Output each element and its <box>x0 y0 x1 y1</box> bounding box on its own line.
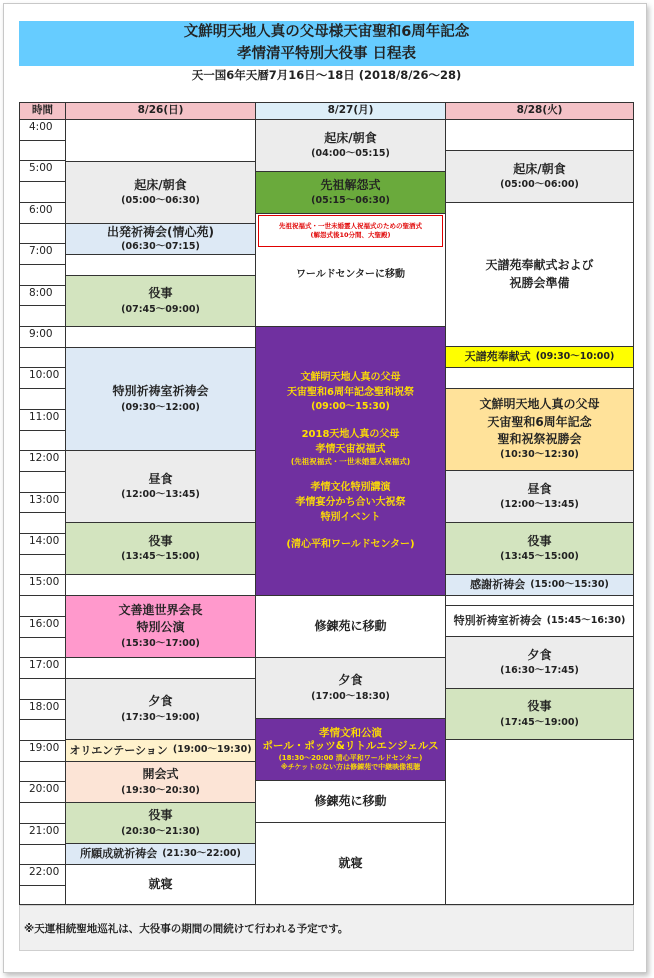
day3-celebration-line-2: 天宙聖和6周年記念 <box>487 414 592 429</box>
time-hour-divider <box>19 740 65 741</box>
day3-service-title: 役事 <box>527 533 552 548</box>
day3-service-2-title: 役事 <box>527 699 552 714</box>
day2-dinner <box>255 657 446 719</box>
day2-dinner-time: (17:00～18:30) <box>311 690 390 702</box>
day1-opening-title: 開会式 <box>142 767 179 782</box>
time-half-divider <box>19 678 65 679</box>
day3-service-2-time: (17:45～19:00) <box>500 716 579 728</box>
day1-wake <box>65 161 256 224</box>
title-line-1: 文鮮明天地人真の父母様天宙聖和6周年記念 <box>183 24 470 41</box>
day3-dedication-title: 天譜苑奉献式 <box>464 350 531 364</box>
time-hour-divider <box>19 367 65 368</box>
time-half-divider <box>19 264 65 265</box>
day3-special-prayer-title: 特別祈祷室祈祷会 <box>453 614 542 628</box>
day1-vow-prayer <box>65 843 256 865</box>
time-half-divider <box>19 388 65 389</box>
day3-prep-line-1: 天譜苑奉献式および <box>485 258 594 273</box>
day1-lecture-title-2: 特別公演 <box>136 620 185 635</box>
day2-move-training-1 <box>255 595 446 658</box>
col-header-day2-label: 8/27(月) <box>327 104 374 117</box>
time-label: 9:00 <box>29 328 53 340</box>
day2-sleep <box>255 822 446 905</box>
day3-celebration <box>445 388 634 471</box>
col-header-time-label: 時間 <box>32 104 53 117</box>
day3-celebration-line-1: 文鮮明天地人真の父母 <box>479 397 600 412</box>
time-hour-divider <box>19 243 65 244</box>
time-hour-divider <box>19 781 65 782</box>
day2-ancestor-time: (05:15～06:30) <box>311 195 390 207</box>
time-hour-divider <box>19 409 65 410</box>
time-half-divider <box>19 305 65 306</box>
col-header-day1 <box>65 102 256 120</box>
day2-main-event-line-2: 天宙聖和6周年記念聖和祝祭 <box>287 387 414 399</box>
time-label: 16:00 <box>29 617 60 630</box>
day3-celebration-line-3: 聖和祝祭祝勝会 <box>497 432 582 447</box>
time-label: 18:00 <box>29 700 60 713</box>
time-half-divider <box>19 223 65 224</box>
day1-lecture-title-1: 文善進世界会長 <box>118 602 203 617</box>
day3-service <box>445 522 634 575</box>
day3-prep-line-2: 祝勝会準備 <box>509 275 570 290</box>
time-hour-divider <box>19 202 65 203</box>
time-half-divider <box>19 471 65 472</box>
time-half-divider <box>19 140 65 141</box>
time-label: 20:00 <box>29 783 60 796</box>
time-label: 4:00 <box>29 121 53 133</box>
time-hour-divider <box>19 450 65 451</box>
day2-main-event-line-1: 文鮮明天地人真の父母 <box>300 372 401 384</box>
day2-note-line-2: (解怨式後10分間、大聖殿) <box>310 231 391 239</box>
time-half-divider <box>19 844 65 845</box>
day1-vow-prayer-time: (21:30～22:00) <box>162 847 241 859</box>
col-header-time <box>19 102 66 120</box>
time-label: 11:00 <box>29 410 60 423</box>
day1-opening-time: (19:30～20:30) <box>121 784 200 796</box>
time-label: 22:00 <box>29 866 60 879</box>
day3-special-prayer-time: (15:45～16:30) <box>546 614 626 626</box>
day3-wake-title: 起床/朝食 <box>513 161 566 176</box>
day3-celebration-time: (10:30～12:30) <box>500 449 579 461</box>
day3-service-2 <box>445 688 634 740</box>
day1-orientation-time: (19:00～19:30) <box>172 744 252 756</box>
time-half-divider <box>19 885 65 886</box>
time-label: 13:00 <box>29 493 60 506</box>
day1-lecture <box>65 595 256 658</box>
day1-prayer-depart-time: (06:30～07:15) <box>121 240 200 252</box>
day1-special-prayer <box>65 347 256 451</box>
day1-service-2 <box>65 522 256 575</box>
day3-lunch-title: 昼食 <box>527 481 552 496</box>
time-hour-divider <box>19 823 65 824</box>
day1-prayer-depart-title: 出発祈祷会(情心苑) <box>107 225 214 240</box>
time-half-divider <box>19 761 65 762</box>
time-hour-divider <box>19 574 65 575</box>
day3-thanks <box>445 574 634 596</box>
day2-ancestor-title: 先祖解怨式 <box>320 177 381 192</box>
day1-lunch <box>65 450 256 523</box>
footer-note: ※天運相続聖地巡礼は、大役事の期間の間続けて行われる予定です。 <box>24 922 349 935</box>
day1-service-1 <box>65 275 256 327</box>
day1-wake-time: (05:00～06:30) <box>121 195 200 207</box>
day1-dinner <box>65 678 256 740</box>
time-label: 21:00 <box>29 824 60 837</box>
day3-service-time: (13:45～15:00) <box>500 551 579 563</box>
time-half-divider <box>19 802 65 803</box>
time-label: 12:00 <box>29 452 60 465</box>
day2-concert-line-2: ポール・ポッツ&リトルエンジェルス <box>262 740 439 753</box>
day2-main-event-line-3: 2018天地人真の父母 <box>301 428 400 440</box>
day1-empty-early <box>65 119 256 162</box>
day2-main-event-line-5: (先祖祝福式・一世未婚霊人祝福式) <box>290 456 411 466</box>
day2-move-training-1-title: 修錬苑に移動 <box>314 618 387 633</box>
day1-special-prayer-title: 特別祈祷室祈祷会 <box>112 384 209 399</box>
day1-prayer-depart <box>65 223 256 255</box>
time-label: 19:00 <box>29 742 60 754</box>
day3-wake-time: (05:00～06:00) <box>500 179 579 191</box>
time-hour-divider <box>19 616 65 617</box>
day2-wake <box>255 119 446 172</box>
day2-concert-line-4: ※チケットのない方は修錬苑で中継映像視聴 <box>280 763 421 772</box>
day2-concert-line-3: (18:30～20:00 清心平和ワールドセンター) <box>278 754 423 763</box>
day3-lunch-time: (12:00～13:45) <box>500 499 579 511</box>
col-header-day2 <box>255 102 446 120</box>
col-header-day1-label: 8/26(日) <box>137 104 184 117</box>
time-hour-divider <box>19 326 65 327</box>
time-half-divider <box>19 554 65 555</box>
time-half-divider <box>19 347 65 348</box>
day1-sleep-title: 就寝 <box>148 876 173 891</box>
day1-opening <box>65 761 256 803</box>
day1-service-2-title: 役事 <box>148 533 173 548</box>
day1-service-3-time: (20:30～21:30) <box>121 825 200 837</box>
day1-special-prayer-time: (09:30～12:00) <box>121 401 200 413</box>
day1-lunch-title: 昼食 <box>148 471 173 486</box>
day2-main-event-line-4: 孝情天宙祝福式 <box>315 443 386 455</box>
day3-lunch <box>445 470 634 523</box>
footer-note-box <box>19 905 634 951</box>
day1-wake-title: 起床/朝食 <box>134 177 187 192</box>
day3-dedication <box>445 346 634 368</box>
day1-dinner-title: 夕食 <box>148 694 173 709</box>
day1-dinner-time: (17:30～19:00) <box>121 711 200 723</box>
day1-vow-prayer-title: 所願成就祈祷会 <box>80 847 158 861</box>
day2-ancestor <box>255 171 446 214</box>
day1-service-3-title: 役事 <box>148 808 173 823</box>
day2-concert <box>255 718 446 781</box>
time-half-divider <box>19 430 65 431</box>
time-hour-divider <box>19 492 65 493</box>
day3-empty-late <box>445 739 634 905</box>
day1-sleep <box>65 864 256 905</box>
day3-prep <box>445 202 634 347</box>
time-half-divider <box>19 512 65 513</box>
time-half-divider <box>19 181 65 182</box>
time-half-divider <box>19 637 65 638</box>
time-hour-divider <box>19 533 65 534</box>
time-label: 17:00 <box>29 659 60 672</box>
time-label: 6:00 <box>29 203 53 216</box>
day3-dinner <box>445 636 634 689</box>
time-hour-divider <box>19 160 65 161</box>
day2-concert-line-1: 孝情文和公演 <box>319 726 382 739</box>
day2-sleep-title: 就寝 <box>338 855 363 870</box>
day2-note-line-1: 先祖祝福式・一世未婚霊人祝福式のための聖酒式 <box>279 221 422 230</box>
day1-orientation-title: オリエンテーション <box>69 743 168 757</box>
time-label: 14:00 <box>29 535 60 547</box>
day2-main-event-line-6: 孝情文化特別講演 <box>310 481 391 493</box>
date-subtitle: 天一国6年天暦7月16日～18日 (2018/8/26～28) <box>191 68 462 82</box>
time-label: 15:00 <box>29 576 60 589</box>
day1-service-1-time: (07:45～09:00) <box>121 303 200 315</box>
time-label: 5:00 <box>29 162 53 175</box>
day1-lunch-time: (12:00～13:45) <box>121 489 200 501</box>
time-hour-divider <box>19 699 65 700</box>
day2-move-training-2 <box>255 780 446 823</box>
day3-wake <box>445 150 634 203</box>
day2-dinner-title: 夕食 <box>338 673 363 688</box>
time-label: 7:00 <box>29 245 53 258</box>
day2-main-event <box>255 326 446 596</box>
day2-main-event-line-7: 孝情宴分かち合い大祝祭 <box>295 496 406 508</box>
day1-service-2-time: (13:45～15:00) <box>121 551 200 563</box>
day2-main-event-line-9: (清心平和ワールドセンター) <box>286 538 415 550</box>
title-banner <box>19 21 634 66</box>
time-hour-divider <box>19 285 65 286</box>
day3-dinner-time: (16:30～17:45) <box>500 665 579 677</box>
col-header-day3 <box>445 102 634 120</box>
day3-thanks-title: 感謝祈祷会 <box>470 578 526 592</box>
title-line-2: 孝情清平特別大役事 日程表 <box>236 45 417 62</box>
day2-move-world: ワールドセンターに移動 <box>295 269 406 280</box>
day3-thanks-time: (15:00～15:30) <box>530 578 609 590</box>
day2-wake-time: (04:00～05:15) <box>311 148 390 160</box>
day2-move-training-2-title: 修錬苑に移動 <box>314 793 387 808</box>
time-label: 8:00 <box>29 286 53 299</box>
day3-dedication-time: (09:30～10:00) <box>535 350 615 362</box>
col-header-day3-label: 8/28(火) <box>516 104 563 117</box>
day3-special-prayer <box>445 605 634 637</box>
day1-service-1-title: 役事 <box>148 286 173 301</box>
day1-lecture-time: (15:30～17:00) <box>121 637 200 649</box>
day2-main-event-time: (09:00～15:30) <box>311 401 390 413</box>
time-hour-divider <box>19 864 65 865</box>
day3-dinner-title: 夕食 <box>527 647 552 662</box>
day2-main-event-line-8: 特別イベント <box>320 511 381 523</box>
time-half-divider <box>19 719 65 720</box>
day1-service-3 <box>65 802 256 844</box>
time-label: 10:00 <box>29 369 60 382</box>
time-hour-divider <box>19 657 65 658</box>
day2-wake-title: 起床/朝食 <box>324 130 377 145</box>
time-half-divider <box>19 595 65 596</box>
day1-orientation <box>65 739 256 762</box>
